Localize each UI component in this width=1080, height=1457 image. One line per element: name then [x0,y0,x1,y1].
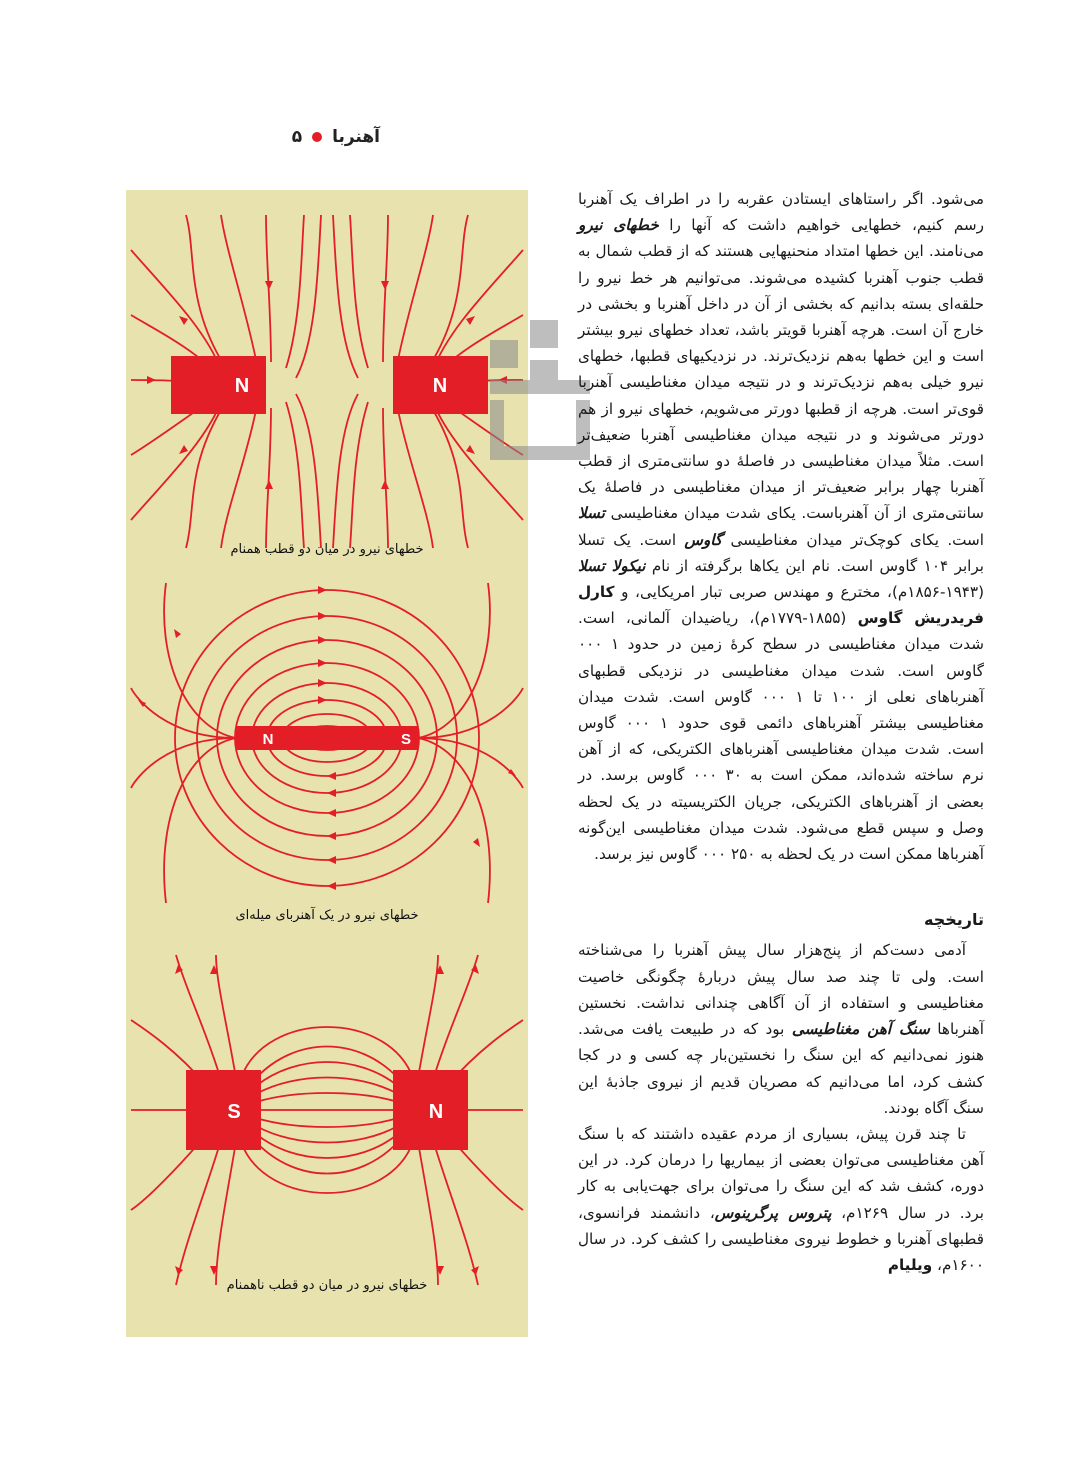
pole-label-n: N [262,731,274,748]
magnet-left [186,1070,261,1150]
page-number: ۵ [291,127,303,147]
emphasis-term: سنگ آهن مغناطیسی [791,1020,930,1039]
emphasis-term: کارل فریدریش گاوس [578,583,984,628]
magnet-left [171,356,266,414]
pole-label-s: S [400,731,412,748]
like-poles-diagram [126,210,528,550]
caption-unlike-poles: خطهای نیرو در میان دو قطب ناهمنام [226,1278,428,1293]
text-run: (۱۸۵۵-۱۷۷۹م)، ریاضیدان آلمانی، است. شدت میدان مغناطیسی در سطح کرهٔ زمین در حدود ۱ ۰۰۰ گاوس است. شدت میدان مغناطیسی در نزدیکی قطبهای آهنرباهای نعلی از ۱۰۰ تا ۱ ۰۰۰ گاوس است. شدت میدان مغناطیسی بیشتر آهنرباهای دائمی قوی حدود ۱ ۰۰۰ گاوس است. شدت میدان مغناطیسی آهنرباهای الکتریکی، که از آهن نرم ساخته شده‌اند، ممکن است به ۳۰ ۰۰۰ گاوس برسد. در بعضی از آهنرباهای الکتریکی، جریان الکتریسیته در یک لحظه وصل و سپس قطع می‌شود. شدت میدان مغناطیسی این‌گونه آهنرباها ممکن است در یک لحظه به ۲۵۰ ۰۰۰ گاوس نیز برسد. [578,609,985,864]
caption-like-poles: خطهای نیرو در میان دو قطب همنام [230,542,424,557]
emphasis-term: تسلا [578,504,605,523]
chapter-title: آهنربا [332,127,380,147]
text-run: تا چند قرن پیش، بسیاری از مردم عقیده داشتند که با سنگ آهن مغناطیسی می‌توان بعضی از بیماریها را درمان کرد. در این دوره، کشف شد که این سنگ را می‌توان برای جهت‌یابی به کار برد. در سال ۱۲۶۹م، [578,1124,985,1222]
emphasis-term: گاوس [684,530,723,549]
body-text [578,186,984,1278]
text-run: می‌شود. اگر راستاهای ایستادن عقربه را در اطراف یک آهنربا رسم کنیم، خطهایی خواهیم داشت که آنها را [578,190,984,235]
pole-label-left: N [234,375,250,397]
paragraph-history-2 [578,1121,984,1278]
emphasis-term: پتروس پرگرینوس [714,1203,832,1222]
paragraph-field-lines [578,186,984,867]
header-dot-icon [312,132,322,142]
emphasis-term: نیکولا تسلا [578,556,646,575]
pole-label-n: N [428,1101,444,1123]
text-run: است. یکای کوچک‌تر میدان مغناطیسی [722,530,984,549]
text-run: (۱۹۴۳-۱۸۵۶م)، مخترع و مهندس صربی تبار امریکایی، و [614,583,984,602]
text-run: آدمی دست‌کم از پنج‌هزار سال پیش آهنربا را می‌شناخته است. ولی تا چند صد سال پیش دربارهٔ چگونگی خاصیت مغناطیسی و استفاده از آن آگاهی چندانی نداشت. نخستین آهنرباها [578,941,984,1039]
text-run: است. یک تسلا برابر ۱۰۴ گاوس است. نام این یکاها برگرفته از نام [578,530,984,575]
pole-label-right: N [432,375,448,397]
caption-bar-magnet: خطهای نیرو در یک آهنربای میله‌ای [235,908,419,923]
text-run: بود که در طبیعت یافت می‌شد. هنوز نمی‌دانیم که این سنگ را نخستین‌بار چه کسی و در کجا کشف کرد، اما می‌دانیم که مصریان قدیم از نیروی جاذبهٔ این سنگ آگاه بودند. [578,1020,984,1117]
paragraph-history-1 [578,937,984,1120]
emphasis-term: خطهای نیرو [578,216,659,235]
history-heading: تاریخچه [924,910,984,930]
bar-magnet-diagram [126,578,528,908]
unlike-poles-diagram [126,950,528,1290]
text-run: می‌نامند. این خطها امتداد منحنیهایی هستند که از قطب شمال به قطب جنوب آهنربا کشیده می‌شوند. می‌توانیم هر خط نیرو را حلقه‌ای بسته بدانیم که بخشی از آن در داخل آهنربا و بخشی در خارج آن است. هرچه آهنربا قویتر باشد، تعداد خطهای نیرو بیشتر است و این خطها به‌هم نزدیک‌ترند. در نزدیکیهای قطبها، خطهای نیرو خیلی به‌هم نزدیک‌ترند و در نتیجه میدان مغناطیسی آهنربا قوی‌تر است. هرچه از قطبها دورتر می‌شویم، خطهای نیرو از هم دورتر می‌شوند و در نتیجه میدان مغناطیسی آهنربا ضعیف‌تر است. مثلاً میدان مغناطیسی در فاصلهٔ دو سانتی‌متری از قطب آهنربا چهار برابر ضعیف‌تر از میدان مغناطیسی در فاصلهٔ یک سانتی‌متری از آن آهنرباست. یکای شدت میدان مغناطیسی [578,242,984,523]
text-run: ، دانشمند فرانسوی، قطبهای آهنربا و خطوط نیروی مغناطیسی را کشف کرد. در سال ۱۶۰۰م، [578,1203,984,1274]
figure-panel [126,190,528,1337]
emphasis-term: ویلیام [887,1255,933,1274]
page-header [120,122,380,152]
pole-label-s: S [227,1101,241,1123]
